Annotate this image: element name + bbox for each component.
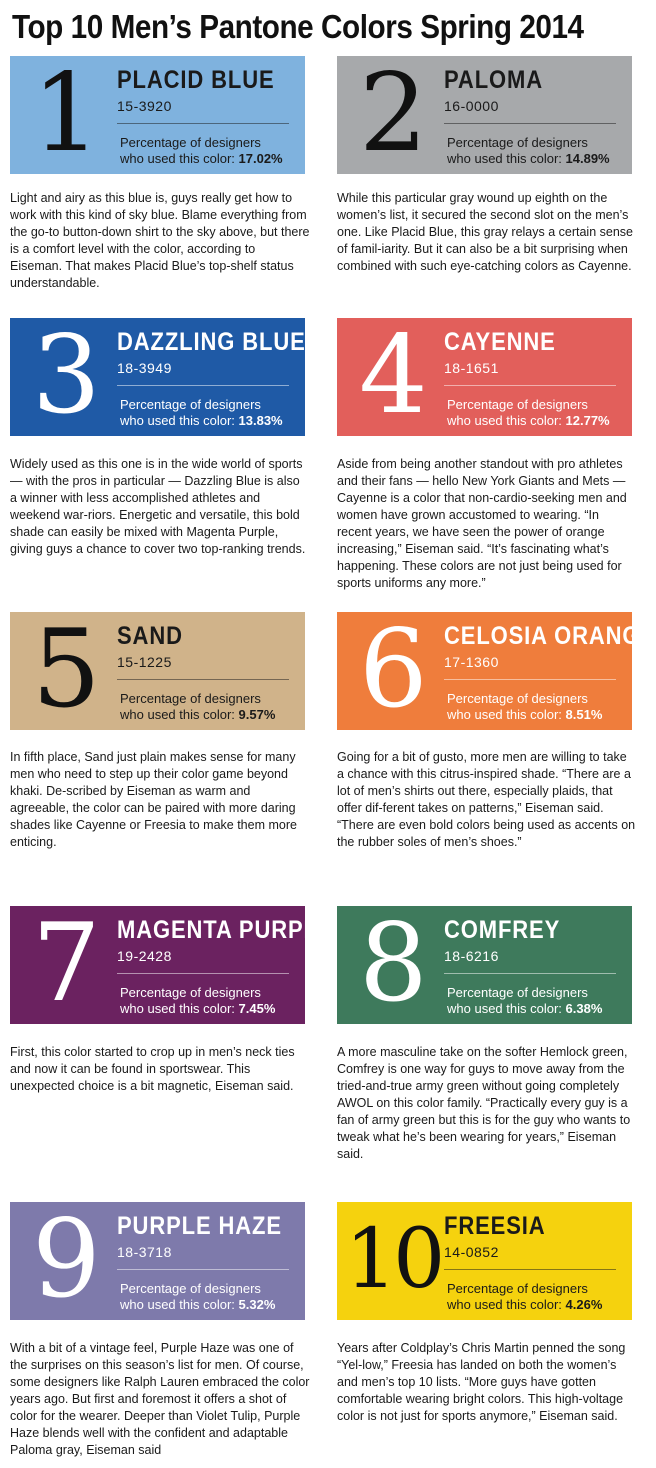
color-name: PALOMA <box>444 66 543 94</box>
percentage-label-line2: who used this color: <box>447 707 566 722</box>
color-name: CELOSIA ORANGE <box>444 622 656 650</box>
description-purple-haze: With a bit of a vintage feel, Purple Haze was one of the surprises on this season’s list for men. Of course, some designers like Ralph Lauren embraced the color years ago. But first and foremost it offers a shot of color for the wearer. Deeper than Violet Tulip, Purple Haze blends well with the confident and adaptable Paloma gray, Eiseman said <box>10 1341 310 1457</box>
color-name: DAZZLING BLUE <box>117 328 306 356</box>
pantone-code: 15-3920 <box>117 98 172 114</box>
color-card-magenta-purple <box>10 901 334 1026</box>
description-cayenne: Aside from being another standout with pro athletes and their fans — hello New York Giants and Mets — Cayenne is a color that non-cardio-seeking men and women have grown accustomed to wearing. “In recent years, we have seen the power of orange increasing,” Eiseman said. “It’s fascinating what’s happening. These colors are not just being used for sports uniforms any more.” <box>337 457 627 590</box>
rank-number: 8 <box>359 901 428 1026</box>
rank-number: 1 <box>32 51 101 176</box>
percentage-value: 9.57% <box>238 707 276 722</box>
color-name: FREESIA <box>444 1212 546 1240</box>
pantone-code: 18-3718 <box>117 1244 172 1260</box>
percentage-label-line2: who used this color: <box>120 707 239 722</box>
percentage-label-line1: Percentage of designers <box>447 1281 588 1296</box>
percentage-label-line1: Percentage of designers <box>120 985 261 1000</box>
description-paloma: While this particular gray wound up eighth on the women’s list, it secured the second slot on the men’s one. Like Placid Blue, this gray relays a certain sense of famil-iarity. But it can also be a bit surprising when combined with such eye-catching colors as Cayenne. <box>337 191 633 273</box>
description-magenta-purple: First, this color started to crop up in men’s neck ties and now it can be found in sportswear. This unexpected choice is a bit magnetic, Eiseman said. <box>10 1045 295 1093</box>
percentage-text <box>120 135 283 167</box>
percentage-text <box>120 397 283 429</box>
percentage-label-line2: who used this color: <box>447 1297 566 1312</box>
description-dazzling-blue: Widely used as this one is in the wide world of sports — with the pros in particular — Dazzling Blue is also a winner with less accomplished athletes and weekend war-riors. Energetic and versatile, this bold shade can easily be mixed with Magenta Purple, giving guys a chance to cover two top-ranking trends. <box>10 457 306 556</box>
rank-number: 5 <box>32 607 101 732</box>
percentage-text <box>120 1281 275 1313</box>
color-name: MAGENTA PURPLE <box>117 916 334 944</box>
percentage-label-line1: Percentage of designers <box>120 397 261 412</box>
percentage-label-line1: Percentage of designers <box>120 135 261 150</box>
pantone-code: 18-1651 <box>444 360 499 376</box>
color-card-freesia <box>337 1202 632 1320</box>
color-card-dazzling-blue <box>10 313 306 438</box>
percentage-label-line1: Percentage of designers <box>120 691 261 706</box>
divider <box>444 123 616 124</box>
percentage-label-line1: Percentage of designers <box>447 985 588 1000</box>
pantone-code: 18-6216 <box>444 948 499 964</box>
percentage-text <box>447 135 610 167</box>
percentage-text <box>447 691 602 723</box>
description-sand: In fifth place, Sand just plain makes sense for many men who need to step up their color game beyond khaki. De-scribed by Eiseman as warm and agreeable, the color can be paired with more daring shades like Cayenne or Freesia to make them more enticing. <box>10 750 297 849</box>
color-name: PURPLE HAZE <box>117 1212 282 1240</box>
percentage-label-line1: Percentage of designers <box>120 1281 261 1296</box>
percentage-label-line2: who used this color: <box>120 1001 239 1016</box>
rank-number: 9 <box>32 1197 101 1322</box>
description-freesia: Years after Coldplay’s Chris Martin penned the song “Yel-low,” Freesia has landed on both the women’s and men’s top 10 lists. “More guys have gotten comfortable wearing bright colors. This high-voltage color is not just for sports anymore,” Eiseman said. <box>337 1341 626 1423</box>
rank-number: 6 <box>359 607 428 732</box>
percentage-text <box>120 691 275 723</box>
percentage-label-line2: who used this color: <box>120 1297 239 1312</box>
percentage-text <box>447 397 610 429</box>
percentage-value: 6.38% <box>565 1001 603 1016</box>
description-comfrey: A more masculine take on the softer Hemlock green, Comfrey is one way for guys to move away from the tried-and-true army green without going completely AWOL on this color family. “Practically every guy is a fan of army green but this is for the guy who wants to tweak what he’s been wearing for years,” Eiseman said. <box>337 1045 631 1161</box>
percentage-label-line1: Percentage of designers <box>447 691 588 706</box>
divider <box>444 385 616 386</box>
percentage-value: 7.45% <box>238 1001 276 1016</box>
percentage-value: 4.26% <box>565 1297 603 1312</box>
rank-number: 2 <box>359 51 428 176</box>
percentage-text <box>120 985 275 1017</box>
rank-number: 10 <box>345 1212 442 1307</box>
divider <box>444 1269 616 1270</box>
percentage-label-line1: Percentage of designers <box>447 397 588 412</box>
color-card-cayenne <box>337 313 632 438</box>
divider <box>117 973 289 974</box>
color-name: CAYENNE <box>444 328 556 356</box>
rank-number: 7 <box>32 901 101 1026</box>
percentage-label-line2: who used this color: <box>447 151 566 166</box>
percentage-value: 5.32% <box>238 1297 276 1312</box>
divider <box>117 123 289 124</box>
pantone-code: 17-1360 <box>444 654 499 670</box>
color-card-placid-blue <box>10 51 305 176</box>
color-name: PLACID BLUE <box>117 66 275 94</box>
divider <box>117 1269 289 1270</box>
rank-number: 3 <box>32 313 101 438</box>
color-card-celosia-orange <box>337 607 656 732</box>
percentage-value: 8.51% <box>565 707 603 722</box>
description-celosia-orange: Going for a bit of gusto, more men are willing to take a chance with this citrus-inspired shade. “There are a lot of men’s shirts out there, especially plaids, that offer dif-ferent takes on patterns,” Eiseman said. “There are even bold colors being used as accents on the rubber soles of men’s shoes.” <box>337 750 636 849</box>
color-card-paloma <box>337 51 632 176</box>
page-title: Top 10 Men’s Pantone Colors Spring 2014 <box>12 8 584 45</box>
percentage-value: 12.77% <box>565 413 610 428</box>
color-name: SAND <box>117 622 183 650</box>
percentage-label-line2: who used this color: <box>120 413 239 428</box>
percentage-value: 13.83% <box>238 413 283 428</box>
color-card-sand <box>10 607 305 732</box>
percentage-label-line1: Percentage of designers <box>447 135 588 150</box>
rank-number: 4 <box>359 313 428 438</box>
percentage-value: 17.02% <box>238 151 283 166</box>
percentage-label-line2: who used this color: <box>447 1001 566 1016</box>
pantone-code: 16-0000 <box>444 98 499 114</box>
percentage-label-line2: who used this color: <box>447 413 566 428</box>
color-card-purple-haze <box>10 1197 305 1322</box>
divider <box>444 679 616 680</box>
percentage-label-line2: who used this color: <box>120 151 239 166</box>
divider <box>444 973 616 974</box>
percentage-value: 14.89% <box>565 151 610 166</box>
pantone-code: 15-1225 <box>117 654 172 670</box>
color-card-comfrey <box>337 901 632 1026</box>
color-name: COMFREY <box>444 916 561 944</box>
divider <box>117 679 289 680</box>
percentage-text <box>447 1281 602 1313</box>
divider <box>117 385 289 386</box>
pantone-code: 14-0852 <box>444 1244 499 1260</box>
description-placid-blue: Light and airy as this blue is, guys really get how to work with this kind of sky blue. Blame everything from the go-to button-down shirt to the sky above, but there is a comfort level with the color, according to Eiseman. That makes Placid Blue’s top-shelf status understandable. <box>10 191 310 290</box>
percentage-text <box>447 985 602 1017</box>
pantone-code: 19-2428 <box>117 948 172 964</box>
pantone-code: 18-3949 <box>117 360 172 376</box>
